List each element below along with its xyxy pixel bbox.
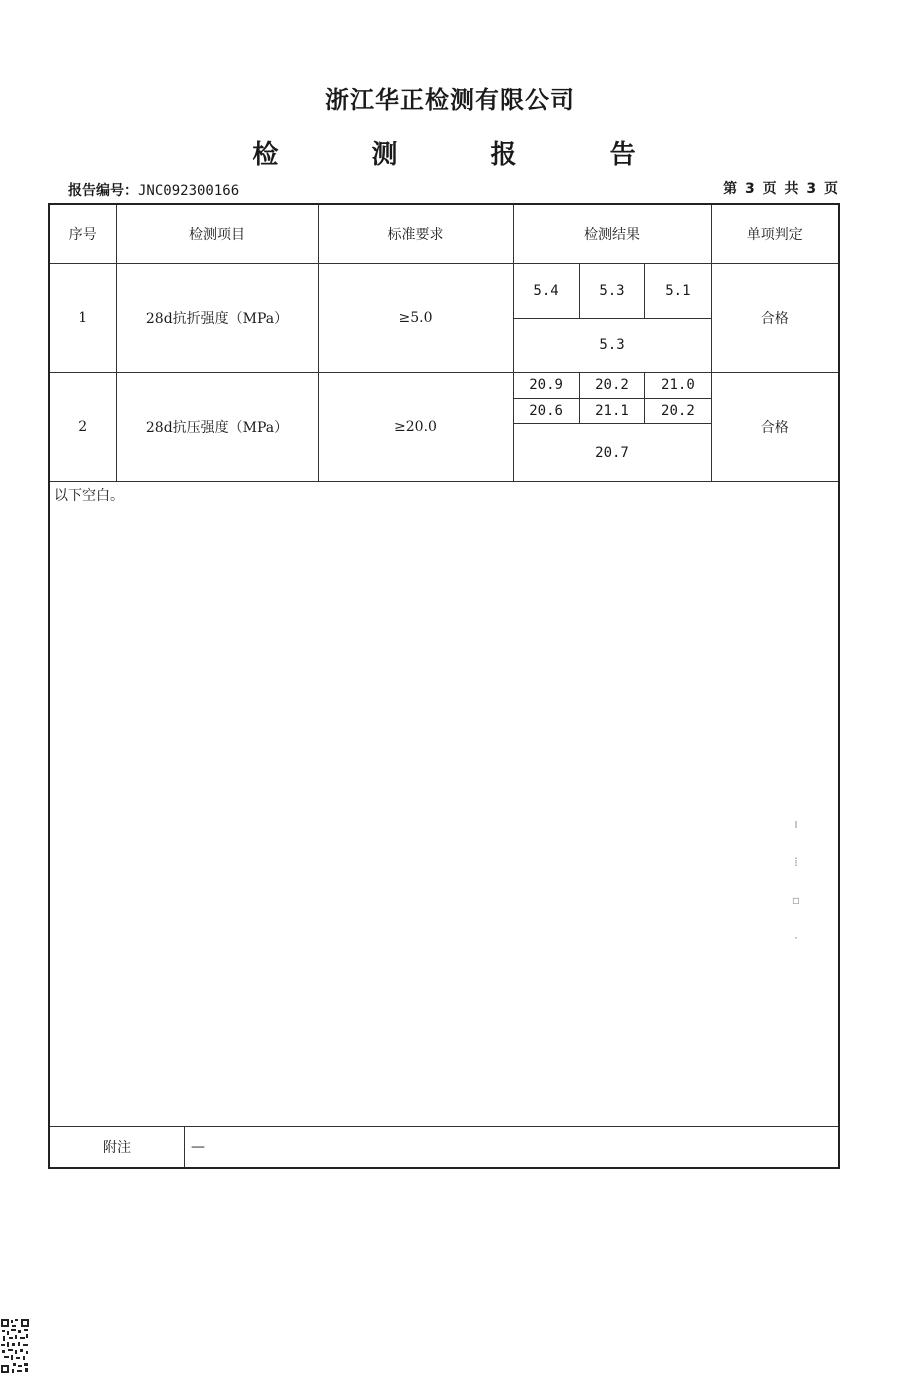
margin-stamp-marks: ı ⁞ ▫ ·	[791, 817, 801, 945]
table-row	[50, 264, 838, 373]
row-no: 2	[50, 373, 116, 482]
row-results	[513, 373, 711, 482]
company-name: 浙江华正检测有限公司	[325, 86, 575, 114]
report-number	[68, 180, 239, 200]
result-value: 20.9	[514, 373, 580, 398]
result-value: 5.4	[514, 264, 580, 318]
row-requirement: ≥20.0	[318, 373, 513, 482]
remarks-value: —	[191, 1139, 205, 1155]
report-number-label: 报告编号：	[68, 183, 138, 199]
row-item: 28d抗压强度（MPa）	[116, 373, 318, 482]
row-results	[513, 264, 711, 373]
row-verdict: 合格	[711, 264, 838, 373]
result-value: 5.3	[579, 264, 645, 318]
row-verdict: 合格	[711, 373, 838, 482]
result-value: 21.1	[579, 398, 645, 423]
table-header-row	[50, 205, 838, 264]
result-value: 5.1	[645, 264, 711, 318]
row-requirement: ≥5.0	[318, 264, 513, 373]
col-header-no: 序号	[50, 205, 116, 264]
row-item: 28d抗折强度（MPa）	[116, 264, 318, 373]
col-header-item: 检测项目	[116, 205, 318, 264]
table-row	[50, 373, 838, 482]
col-header-requirement: 标准要求	[318, 205, 513, 264]
result-mean: 20.7	[514, 424, 711, 481]
results-subtable	[514, 264, 711, 372]
result-value: 20.2	[645, 398, 711, 423]
result-value: 20.2	[579, 373, 645, 398]
result-value: 20.6	[514, 398, 580, 423]
report-frame	[48, 203, 840, 1169]
result-mean: 5.3	[514, 318, 711, 372]
results-subtable	[514, 373, 711, 481]
report-title: 检 测 报 告	[252, 140, 678, 170]
col-header-verdict: 单项判定	[711, 205, 838, 264]
remarks-row	[50, 1126, 838, 1167]
page-info: 第 3 页 共 3 页	[723, 181, 838, 197]
blank-below-note: 以下空白。	[54, 488, 124, 504]
result-value: 21.0	[645, 373, 711, 398]
results-table	[50, 205, 838, 482]
col-header-results: 检测结果	[513, 205, 711, 264]
remarks-label: 附注	[50, 1127, 185, 1167]
qr-code-icon	[0, 1318, 30, 1374]
report-number-value: JNC092300166	[138, 183, 240, 199]
row-no: 1	[50, 264, 116, 373]
